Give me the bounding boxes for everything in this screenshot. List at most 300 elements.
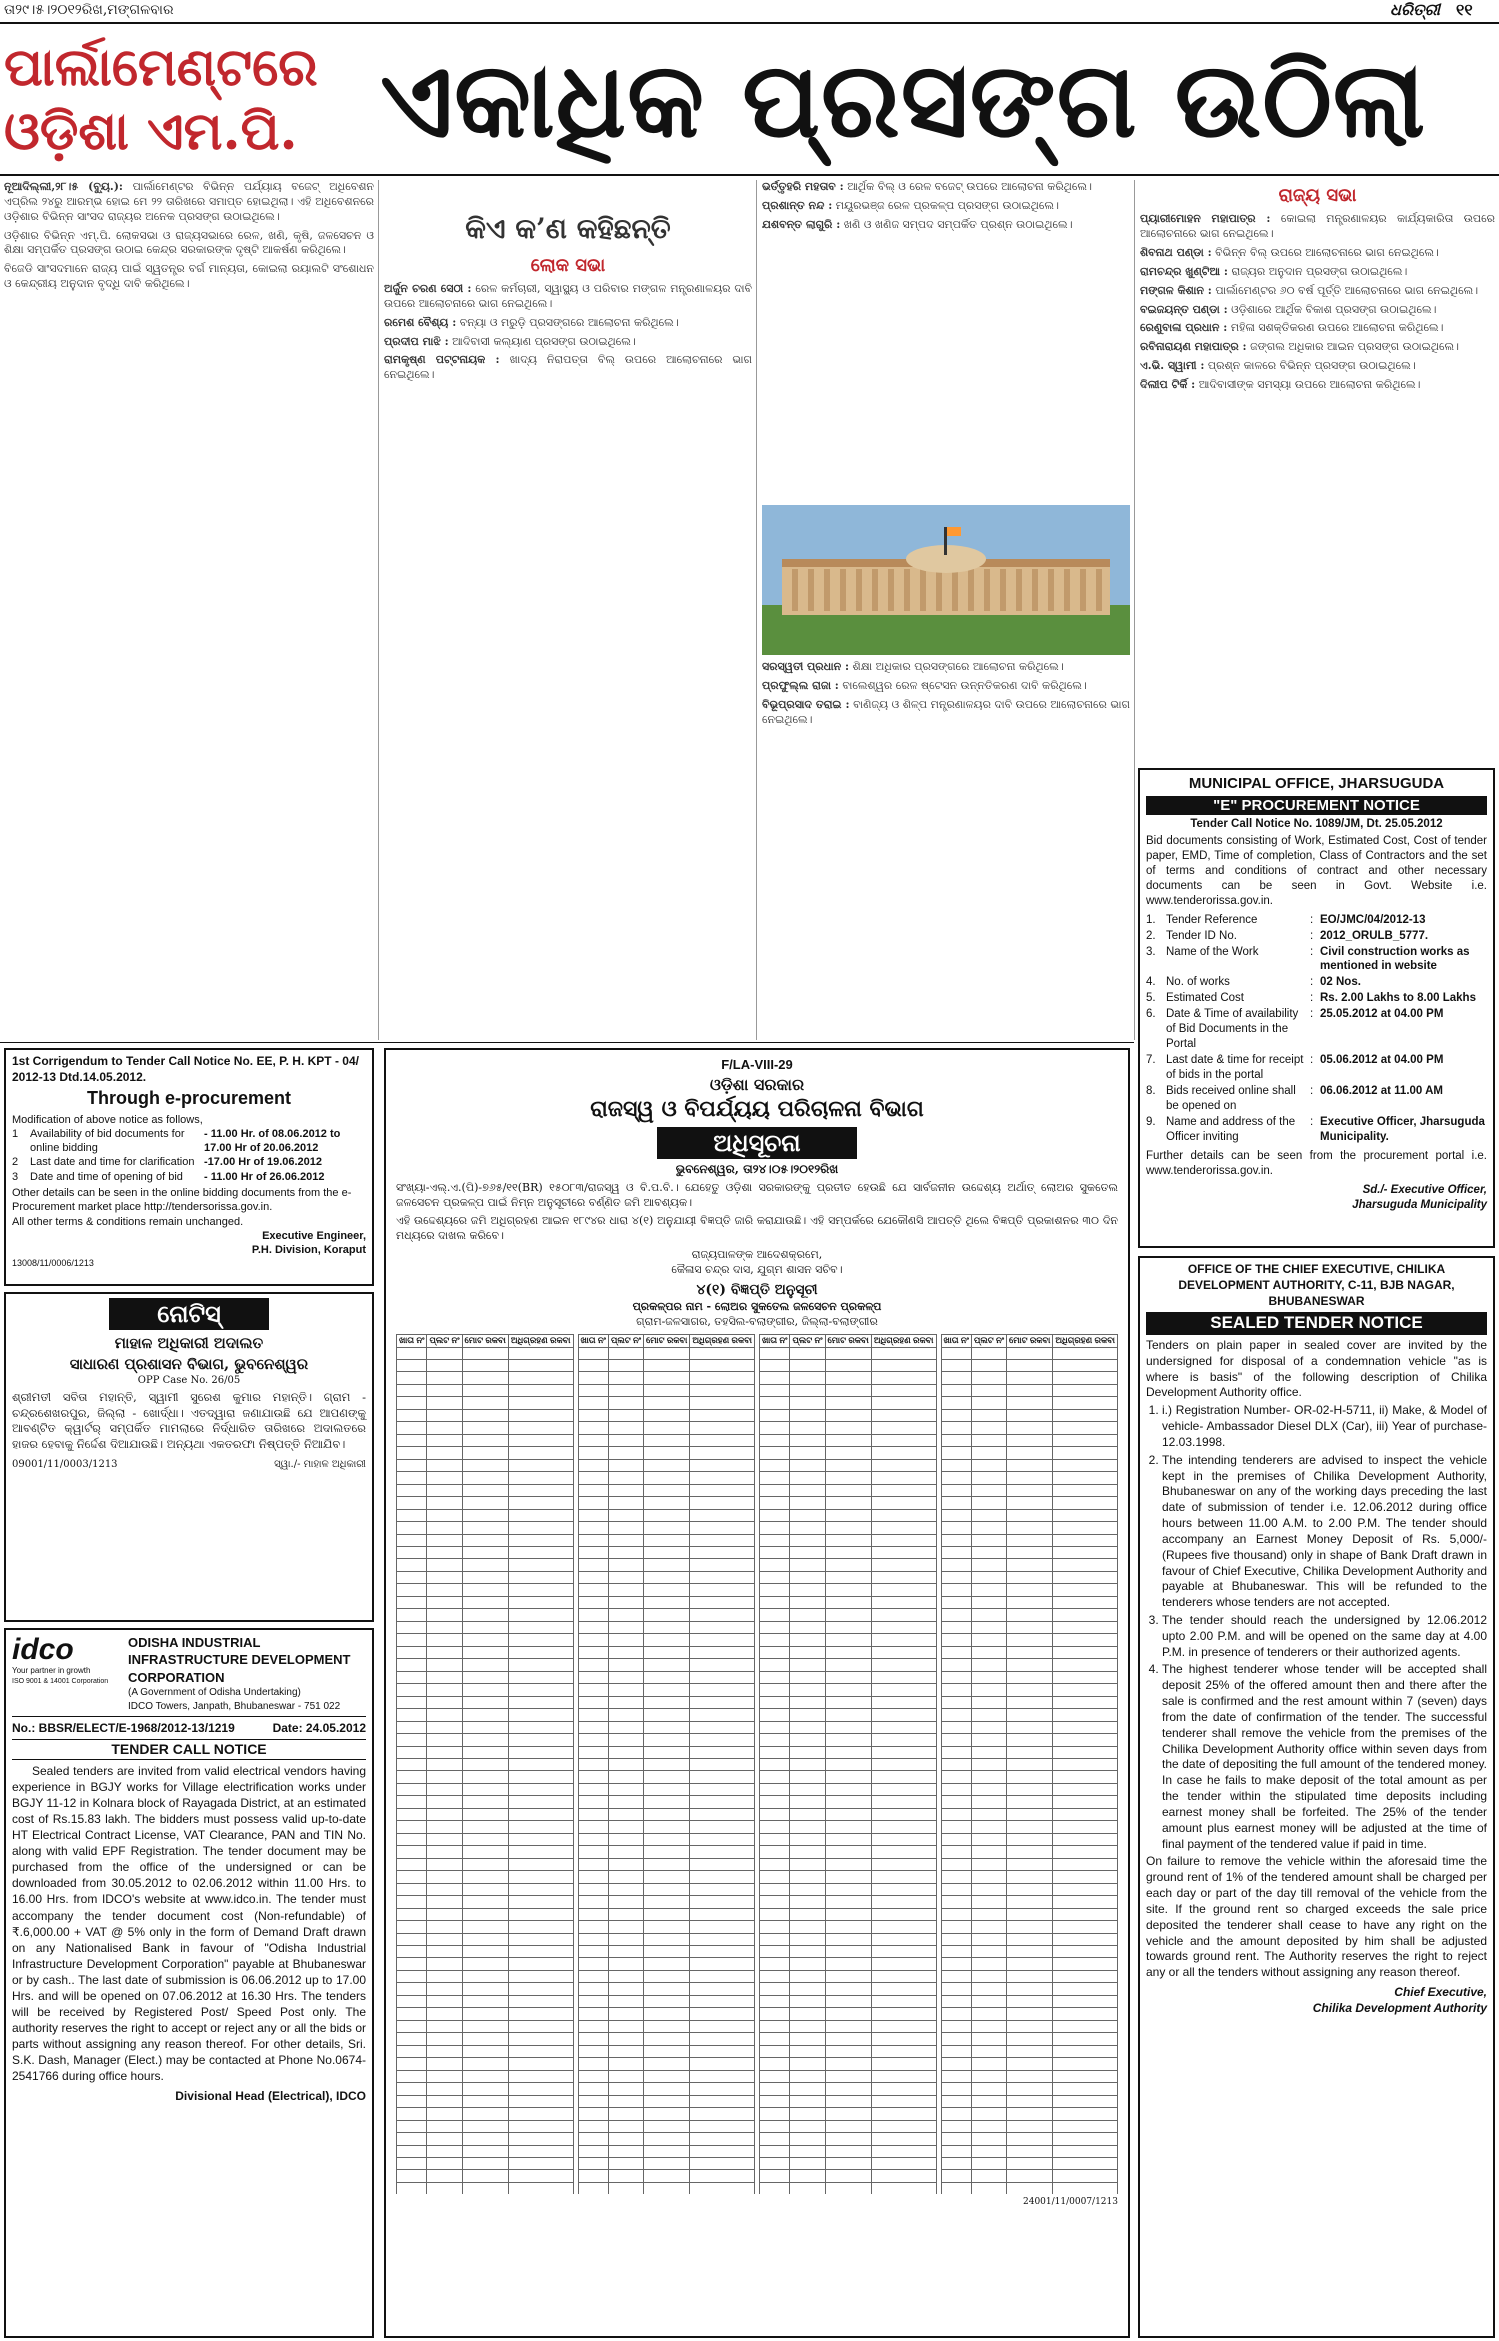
municipal-row-key: Estimated Cost	[1166, 992, 1244, 1005]
schedule-cell	[397, 1559, 427, 1571]
schedule-cell	[871, 1596, 936, 1608]
schedule-row	[578, 1846, 755, 1858]
schedule-cell	[397, 2083, 427, 2095]
schedule-cell	[790, 1946, 825, 1958]
schedule-cell	[608, 1571, 643, 1583]
schedule-cell	[397, 2133, 427, 2145]
schedule-cell	[790, 1783, 825, 1795]
schedule-cell	[608, 1908, 643, 1920]
schedule-row	[397, 2058, 574, 2070]
schedule-row	[941, 1896, 1118, 1908]
schedule-cell	[790, 1459, 825, 1471]
schedule-cell	[462, 2120, 508, 2132]
schedule-row	[760, 1447, 937, 1459]
schedule-cell	[462, 1671, 508, 1683]
schedule-cell	[427, 2070, 462, 2082]
schedule-row	[941, 1846, 1118, 1858]
schedule-cell	[578, 1896, 608, 1908]
schedule-cell	[941, 1808, 971, 1820]
schedule-cell	[760, 2045, 790, 2057]
schedule-cell	[644, 1734, 690, 1746]
schedule-cell	[690, 1871, 755, 1883]
schedule-cell	[825, 1397, 871, 1409]
schedule-cell	[397, 1908, 427, 1920]
schedule-cell	[462, 1409, 508, 1421]
schedule-cell	[578, 2070, 608, 2082]
schedule-cell	[690, 1646, 755, 1658]
schedule-cell	[760, 1547, 790, 1559]
schedule-cell	[790, 2083, 825, 2095]
schedule-cell	[690, 1522, 755, 1534]
schedule-cell	[941, 1958, 971, 1970]
schedule-row	[760, 2170, 937, 2182]
schedule-cell	[871, 1522, 936, 1534]
schedule-cell	[397, 1808, 427, 1820]
schedule-cell	[825, 1459, 871, 1471]
schedule-row	[578, 1684, 755, 1696]
schedule-cell	[578, 2157, 608, 2169]
schedule-cell	[1053, 1522, 1118, 1534]
schedule-cell	[941, 1621, 971, 1633]
schedule-cell	[462, 1983, 508, 1995]
schedule-cell	[825, 1634, 871, 1646]
schedule-cell	[871, 2145, 936, 2157]
schedule-cell	[427, 1796, 462, 1808]
schedule-cell	[690, 2083, 755, 2095]
schedule-cell	[427, 2020, 462, 2032]
schedule-cell	[508, 1522, 573, 1534]
schedule-row	[397, 1522, 574, 1534]
schedule-row	[578, 1359, 755, 1371]
schedule-cell	[825, 1734, 871, 1746]
schedule-cell	[427, 1734, 462, 1746]
schedule-cell	[578, 1497, 608, 1509]
schedule-cell	[397, 2058, 427, 2070]
schedule-cell	[971, 1584, 1006, 1596]
schedule-row	[760, 2108, 937, 2120]
schedule-cell	[608, 1659, 643, 1671]
schedule-row	[941, 2182, 1118, 2194]
schedule-row	[760, 2070, 937, 2082]
schedule-cell	[690, 1596, 755, 1608]
schedule-cell	[760, 1896, 790, 1908]
schedule-cell	[644, 1833, 690, 1845]
schedule-cell	[462, 1946, 508, 1958]
schedule-cell	[644, 1858, 690, 1870]
schedule-cell	[578, 2170, 608, 2182]
schedule-cell	[578, 2095, 608, 2107]
schedule-cell	[825, 1372, 871, 1384]
schedule-cell	[1007, 1833, 1053, 1845]
schedule-cell	[462, 1833, 508, 1845]
schedule-cell	[871, 1970, 936, 1982]
schedule-cell	[644, 1609, 690, 1621]
schedule-cell	[462, 1970, 508, 1982]
schedule-row	[941, 1646, 1118, 1658]
municipal-row-colon: :	[1310, 1054, 1314, 1067]
schedule-cell	[427, 1609, 462, 1621]
schedule-cell	[690, 2070, 755, 2082]
municipal-row-value: Rs. 2.00 Lakhs to 8.00 Lakhs	[1320, 992, 1476, 1005]
schedule-cell	[578, 1871, 608, 1883]
schedule-cell	[871, 1746, 936, 1758]
schedule-cell	[644, 1497, 690, 1509]
schedule-cell	[871, 1871, 936, 1883]
schedule-cell	[941, 1522, 971, 1534]
schedule-cell	[644, 1709, 690, 1721]
schedule-row	[578, 2058, 755, 2070]
schedule-row	[941, 1584, 1118, 1596]
schedule-cell	[1007, 2033, 1053, 2045]
schedule-cell	[941, 1896, 971, 1908]
schedule-row	[397, 1384, 574, 1396]
schedule-cell	[462, 2070, 508, 2082]
schedule-cell	[790, 1596, 825, 1608]
schedule-cell	[790, 1522, 825, 1534]
schedule-row	[941, 2033, 1118, 2045]
schedule-cell	[427, 2095, 462, 2107]
speaker-entry	[1140, 321, 1495, 336]
schedule-cell	[462, 1858, 508, 1870]
schedule-cell	[578, 1384, 608, 1396]
schedule-cell	[1053, 2108, 1118, 2120]
schedule-cell	[1007, 1783, 1053, 1795]
municipal-row-value: 05.06.2012 at 04.00 PM	[1320, 1054, 1444, 1067]
schedule-cell	[941, 1547, 971, 1559]
schedule-cell	[871, 1609, 936, 1621]
schedule-cell	[971, 1621, 1006, 1633]
schedule-cell	[690, 2095, 755, 2107]
schedule-cell	[608, 1409, 643, 1421]
schedule-row	[760, 1758, 937, 1770]
schedule-cell	[871, 1771, 936, 1783]
schedule-cell	[578, 2145, 608, 2157]
schedule-cell	[427, 1472, 462, 1484]
schedule-cell	[608, 1771, 643, 1783]
schedule-cell	[1053, 1921, 1118, 1933]
schedule-col-header: ମୋଟ ରକବା	[644, 1335, 690, 1347]
schedule-cell	[825, 1696, 871, 1708]
schedule-cell	[941, 2020, 971, 2032]
schedule-cell	[644, 2033, 690, 2045]
schedule-cell	[397, 1858, 427, 1870]
schedule-cell	[1053, 2083, 1118, 2095]
schedule-col-header: ପ୍ଲଟ ନଂ	[971, 1335, 1006, 1347]
schedule-row	[397, 1534, 574, 1546]
schedule-row	[941, 1833, 1118, 1845]
schedule-row	[760, 1571, 937, 1583]
schedule-row	[578, 2170, 755, 2182]
schedule-cell	[825, 1883, 871, 1895]
schedule-row	[578, 1995, 755, 2007]
schedule-table	[578, 1334, 756, 2194]
schedule-cell	[427, 1522, 462, 1534]
schedule-cell	[790, 2120, 825, 2132]
schedule-cell	[760, 1634, 790, 1646]
schedule-cell	[790, 1746, 825, 1758]
schedule-row	[578, 2045, 755, 2057]
schedule-cell	[941, 1384, 971, 1396]
speaker-entry	[1140, 246, 1495, 261]
schedule-cell	[941, 2170, 971, 2182]
schedule-cell	[790, 2145, 825, 2157]
schedule-row	[760, 2008, 937, 2020]
schedule-cell	[1053, 1946, 1118, 1958]
schedule-cell	[941, 1409, 971, 1421]
schedule-cell	[462, 1821, 508, 1833]
municipal-row	[1146, 945, 1487, 975]
schedule-row	[941, 2020, 1118, 2032]
speaker-name: ଭର୍ତ୍ତୃହରି ମହତାବ :	[762, 180, 844, 193]
schedule-cell	[397, 1646, 427, 1658]
govt-title: ଅଧିସୂଚନା	[657, 1127, 857, 1159]
schedule-cell	[608, 1447, 643, 1459]
schedule-cell	[427, 1571, 462, 1583]
schedule-cell	[608, 1609, 643, 1621]
schedule-cell	[760, 1758, 790, 1770]
speaker-name: ରାମଚନ୍ଦ୍ର ଖୁଣ୍ଟିଆ :	[1140, 264, 1228, 278]
schedule-row	[397, 2133, 574, 2145]
schedule-row	[397, 1497, 574, 1509]
schedule-cell	[1053, 2070, 1118, 2082]
schedule-cell	[690, 1933, 755, 1945]
speaker-name: ଦିଲୀପ ଟିର୍କି :	[1140, 377, 1196, 391]
schedule-cell	[971, 2020, 1006, 2032]
schedule-cell	[1007, 1684, 1053, 1696]
schedule-cell	[578, 1484, 608, 1496]
schedule-cell	[508, 1596, 573, 1608]
schedule-cell	[690, 1497, 755, 1509]
schedule-row	[760, 1983, 937, 1995]
schedule-cell	[790, 1821, 825, 1833]
schedule-row	[760, 1659, 937, 1671]
schedule-cell	[608, 1970, 643, 1982]
schedule-cell	[760, 1434, 790, 1446]
govt-code: 24001/11/0007/1213	[1023, 2197, 1118, 2208]
schedule-cell	[1007, 2182, 1053, 2194]
schedule-cell	[971, 1484, 1006, 1496]
schedule-cell	[760, 1684, 790, 1696]
schedule-row	[397, 1484, 574, 1496]
municipal-row-colon: :	[1310, 1084, 1314, 1097]
schedule-cell	[462, 1584, 508, 1596]
schedule-cell	[644, 1422, 690, 1434]
schedule-cell	[397, 1359, 427, 1371]
corrigendum-cell-n: 1	[12, 1127, 19, 1140]
schedule-cell	[1053, 1634, 1118, 1646]
schedule-cell	[941, 1946, 971, 1958]
schedule-cell	[1053, 1397, 1118, 1409]
schedule-row	[941, 1409, 1118, 1421]
schedule-cell	[578, 2058, 608, 2070]
schedule-cell	[644, 2045, 690, 2057]
schedule-cell	[971, 1671, 1006, 1683]
schedule-cell	[462, 1596, 508, 1608]
schedule-cell	[508, 1970, 573, 1982]
rajya-sabha-column	[1140, 180, 1495, 760]
schedule-cell	[397, 1434, 427, 1446]
schedule-cell	[608, 1671, 643, 1683]
schedule-cell	[941, 2120, 971, 2132]
speaker-text: ମୟୂରଭଞ୍ଜ ରେଳ ପ୍ରକଳ୍ପ ପ୍ରସଙ୍ଗ ଉଠାଇଥିଲେ।	[832, 198, 1059, 212]
schedule-row	[760, 1459, 937, 1471]
schedule-cell	[690, 1808, 755, 1820]
schedule-cell	[644, 1946, 690, 1958]
schedule-row	[578, 1659, 755, 1671]
schedule-cell	[427, 2170, 462, 2182]
masthead	[0, 0, 1499, 22]
chilika-items	[1162, 1403, 1487, 1852]
municipal-row-colon: :	[1310, 976, 1314, 989]
schedule-row	[760, 1871, 937, 1883]
schedule-cell	[760, 1696, 790, 1708]
idco-logo-tag: Your partner in growth	[12, 1666, 91, 1675]
schedule-cell	[941, 2008, 971, 2020]
schedule-cell	[1007, 1384, 1053, 1396]
schedule-cell	[508, 1846, 573, 1858]
schedule-cell	[971, 1422, 1006, 1434]
schedule-cell	[578, 1746, 608, 1758]
schedule-cell	[427, 1547, 462, 1559]
schedule-cell	[825, 1509, 871, 1521]
schedule-cell	[941, 1422, 971, 1434]
lok-sabha-list-more	[762, 660, 1130, 727]
idco-org-block	[128, 1634, 366, 1713]
schedule-row	[941, 1609, 1118, 1621]
schedule-row	[941, 1858, 1118, 1870]
municipal-row-value: Civil construction works as mentioned in website	[1320, 945, 1470, 973]
schedule-cell	[690, 2133, 755, 2145]
schedule-cell	[825, 1646, 871, 1658]
schedule-cell	[871, 1434, 936, 1446]
schedule-cell	[871, 1896, 936, 1908]
schedule-cell	[790, 1659, 825, 1671]
schedule-cell	[690, 2020, 755, 2032]
schedule-row	[578, 1933, 755, 1945]
schedule-cell	[760, 1671, 790, 1683]
schedule-cell	[608, 1783, 643, 1795]
schedule-cell	[690, 1547, 755, 1559]
schedule-cell	[760, 1384, 790, 1396]
schedule-row	[760, 1858, 937, 1870]
schedule-cell	[578, 1958, 608, 1970]
speaker-name: ବିଭୂପ୍ରସାଦ ତରାଇ :	[762, 697, 850, 711]
schedule-cell	[871, 1472, 936, 1484]
schedule-cell	[941, 1846, 971, 1858]
schedule-cell	[690, 1883, 755, 1895]
schedule-cell	[644, 2145, 690, 2157]
schedule-row	[760, 1908, 937, 1920]
schedule-row	[397, 1908, 574, 1920]
schedule-cell	[1007, 1422, 1053, 1434]
schedule-cell	[508, 2133, 573, 2145]
schedule-cell	[871, 2120, 936, 2132]
schedule-cell	[760, 2145, 790, 2157]
schedule-cell	[462, 1933, 508, 1945]
schedule-row	[397, 2170, 574, 2182]
schedule-cell	[690, 1397, 755, 1409]
schedule-cell	[825, 2145, 871, 2157]
schedule-row	[760, 1384, 937, 1396]
schedule-cell	[608, 1808, 643, 1820]
schedule-cell	[1007, 1734, 1053, 1746]
schedule-cell	[608, 1696, 643, 1708]
municipal-row-number: 8.	[1146, 1084, 1156, 1097]
schedule-row	[941, 1883, 1118, 1895]
speaker-text: ବାଣିଜ୍ୟ ଓ ଶିଳ୍ପ ମନ୍ତ୍ରଣାଳୟର ଦାବି ଉପରେ ଆଲୋଚନାରେ ଭାଗ ନେଇଥିଲେ।	[762, 697, 1130, 726]
municipal-row-colon: :	[1310, 929, 1314, 942]
schedule-row	[578, 1509, 755, 1521]
schedule-cell	[760, 1422, 790, 1434]
schedule-cell	[1053, 2120, 1118, 2132]
schedule-cell	[871, 1547, 936, 1559]
odia-notice-sign: ସ୍ୱା./- ମାହାଳ ଅଧିକାରୀ	[274, 1459, 366, 1471]
schedule-cell	[644, 1846, 690, 1858]
schedule-cell	[760, 1871, 790, 1883]
schedule-cell	[578, 1684, 608, 1696]
schedule-cell	[644, 1534, 690, 1546]
municipal-row-value: EO/JMC/04/2012-13	[1320, 913, 1426, 926]
schedule-cell	[578, 2108, 608, 2120]
schedule-cell	[871, 1921, 936, 1933]
schedule-cell	[871, 1796, 936, 1808]
chilika-notice	[1138, 1256, 1495, 2338]
schedule-cell	[825, 2045, 871, 2057]
schedule-cell	[760, 1995, 790, 2007]
schedule-cell	[825, 1621, 871, 1633]
schedule-cell	[871, 1946, 936, 1958]
schedule-cell	[871, 1584, 936, 1596]
schedule-row	[397, 2120, 574, 2132]
schedule-cell	[397, 1983, 427, 1995]
schedule-cell	[1053, 1509, 1118, 1521]
schedule-cell	[462, 1746, 508, 1758]
schedule-row	[760, 2020, 937, 2032]
municipal-row-key: Tender ID No.	[1166, 929, 1237, 942]
schedule-cell	[427, 1422, 462, 1434]
schedule-cell	[871, 2133, 936, 2145]
municipal-row	[1146, 991, 1487, 1006]
schedule-cell	[397, 2157, 427, 2169]
chilika-item: 3. The tender should reach the undersigned by 12.06.2012 upto 2.00 P.M. and will be opened on the same day at 4.00 P.M. in presence of tenderers or their authorized agents.	[1162, 1613, 1487, 1660]
schedule-cell	[941, 2045, 971, 2057]
paper-logo: ଧରିତ୍ରୀ	[1390, 0, 1440, 19]
schedule-cell	[690, 1983, 755, 1995]
odia-notice-sub-2: ସାଧାରଣ ପ୍ରଶାସନ ବିଭାଗ, ଭୁବନେଶ୍ୱର	[69, 1354, 309, 1373]
schedule-row	[397, 1921, 574, 1933]
schedule-row	[578, 2182, 755, 2194]
schedule-cell	[1053, 1846, 1118, 1858]
municipal-row-key: Name of the Work	[1166, 945, 1259, 958]
schedule-cell	[690, 1472, 755, 1484]
municipal-row-number: 4.	[1146, 976, 1156, 989]
schedule-cell	[971, 1808, 1006, 1820]
schedule-cell	[760, 1409, 790, 1421]
schedule-row	[578, 1709, 755, 1721]
schedule-row	[760, 1547, 937, 1559]
schedule-cell	[508, 2170, 573, 2182]
schedule-cell	[508, 1509, 573, 1521]
schedule-cell	[578, 2083, 608, 2095]
schedule-row	[578, 1497, 755, 1509]
schedule-cell	[825, 1871, 871, 1883]
schedule-cell	[644, 1547, 690, 1559]
speaker-name: ଏ.ଭି. ସ୍ୱାମୀ :	[1140, 359, 1205, 373]
schedule-cell	[397, 1821, 427, 1833]
schedule-row	[941, 1771, 1118, 1783]
schedule-cell	[825, 1896, 871, 1908]
govt-name: ଓଡ଼ିଶା ସରକାର	[709, 1074, 805, 1094]
